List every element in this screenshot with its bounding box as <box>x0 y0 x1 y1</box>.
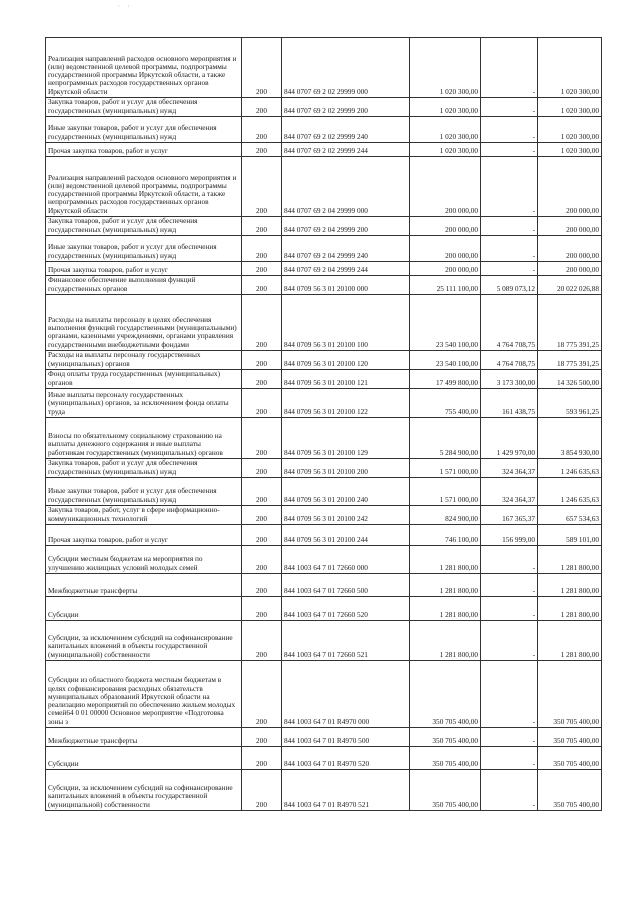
row-name: Закупка товаров, работ и услуг для обеспечения государственных (муниципальных) нужд <box>46 98 242 117</box>
table-row <box>46 217 602 236</box>
row-approved: 1 281 800,00 <box>410 574 481 597</box>
table-row <box>46 276 602 295</box>
row-name: Закупка товаров, работ, услуг в сфере информационно-коммуникационных технологий <box>46 506 242 525</box>
row-executed: - <box>481 597 538 621</box>
table-row <box>46 747 602 770</box>
row-name: Иные закупки товаров, работ и услуг для обеспечения государственных (муниципальных) нужд <box>46 478 242 506</box>
table-row <box>46 236 602 262</box>
row-unexecuted: 3 854 930,00 <box>538 418 602 459</box>
row-executed: - <box>481 621 538 661</box>
row-unexecuted: 657 534,63 <box>538 506 602 525</box>
table-row <box>46 770 602 811</box>
row-unexecuted: 1 281 800,00 <box>538 621 602 661</box>
row-budget-code: 844 0707 69 2 04 29999 240 <box>282 236 410 262</box>
row-name: Фонд оплаты труда государственных (муниципальных) органов <box>46 370 242 389</box>
row-executed: 156 999,00 <box>481 525 538 546</box>
row-executed: 4 764 708,75 <box>481 295 538 351</box>
row-name: Взносы по обязательному социальному страхованию на выплаты денежного содержания и иные выплаты работникам государственных (муниципальных) органов <box>46 418 242 459</box>
row-unexecuted: 1 020 300,00 <box>538 38 602 98</box>
row-name: Расходы на выплаты персоналу в целях обеспечения выполнения функций государственными (муниципальными) органами, казенными учреждениями, органами управления государственными внебюджетными фондами <box>46 295 242 351</box>
row-unexecuted: 18 775 391,25 <box>538 295 602 351</box>
row-line-code: 200 <box>242 459 282 478</box>
row-budget-code: 844 1003 64 7 01 72660 520 <box>282 597 410 621</box>
row-budget-code: 844 0707 69 2 02 29999 200 <box>282 98 410 117</box>
row-name: Субсидии местным бюджетам на мероприятия по улучшению жилищных условий молодых семей <box>46 546 242 574</box>
row-line-code: 200 <box>242 143 282 157</box>
row-line-code: 200 <box>242 236 282 262</box>
row-budget-code: 844 0709 56 3 01 20100 120 <box>282 351 410 370</box>
row-budget-code: 844 0707 69 2 02 29999 240 <box>282 117 410 143</box>
row-executed: 1 429 970,00 <box>481 418 538 459</box>
row-name: Прочая закупка товаров, работ и услуг <box>46 525 242 546</box>
row-name: Реализация направлений расходов основного мероприятия и (или) ведомственной целевой программы, подпрограммы государственной программы Иркутской области, а также непрограммных расходов государственных органов Иркутской области <box>46 38 242 98</box>
table-row <box>46 546 602 574</box>
row-name: Межбюджетные трансферты <box>46 574 242 597</box>
row-line-code: 200 <box>242 351 282 370</box>
row-budget-code: 844 1003 64 7 01 R4970 000 <box>282 661 410 728</box>
row-line-code: 200 <box>242 276 282 295</box>
row-budget-code: 844 0709 56 3 01 20100 100 <box>282 295 410 351</box>
row-name: Субсидии <box>46 597 242 621</box>
row-approved: 23 540 100,00 <box>410 351 481 370</box>
row-approved: 824 900,00 <box>410 506 481 525</box>
row-line-code: 200 <box>242 370 282 389</box>
row-line-code: 200 <box>242 770 282 811</box>
row-line-code: 200 <box>242 262 282 276</box>
row-executed: 3 173 300,00 <box>481 370 538 389</box>
row-name: Иные выплаты персоналу государственных (муниципальных) органов, за исключением фонда оплаты труда <box>46 389 242 418</box>
row-executed: - <box>481 546 538 574</box>
row-name: Прочая закупка товаров, работ и услуг <box>46 143 242 157</box>
row-name: Финансовое обеспечение выполнения функций государственных органов <box>46 276 242 295</box>
row-unexecuted: 1 246 635,63 <box>538 478 602 506</box>
row-executed: - <box>481 217 538 236</box>
row-budget-code: 844 1003 64 7 01 72660 000 <box>282 546 410 574</box>
row-line-code: 200 <box>242 661 282 728</box>
row-approved: 1 020 300,00 <box>410 117 481 143</box>
header-mark: · · <box>118 4 133 10</box>
row-executed: - <box>481 747 538 770</box>
row-unexecuted: 350 705 400,00 <box>538 747 602 770</box>
row-unexecuted: 18 775 391,25 <box>538 351 602 370</box>
table-row <box>46 117 602 143</box>
row-approved: 200 000,00 <box>410 262 481 276</box>
row-unexecuted: 1 020 300,00 <box>538 117 602 143</box>
row-approved: 350 705 400,00 <box>410 661 481 728</box>
row-approved: 23 540 100,00 <box>410 295 481 351</box>
row-unexecuted: 1 281 800,00 <box>538 574 602 597</box>
row-unexecuted: 20 022 026,88 <box>538 276 602 295</box>
row-name: Закупка товаров, работ и услуг для обеспечения государственных (муниципальных) нужд <box>46 459 242 478</box>
table-row <box>46 157 602 217</box>
row-line-code: 200 <box>242 478 282 506</box>
table-row <box>46 459 602 478</box>
row-approved: 200 000,00 <box>410 217 481 236</box>
row-executed: - <box>481 117 538 143</box>
row-executed: - <box>481 728 538 747</box>
row-budget-code: 844 1003 64 7 01 R4970 521 <box>282 770 410 811</box>
row-unexecuted: 350 705 400,00 <box>538 770 602 811</box>
row-unexecuted: 200 000,00 <box>538 157 602 217</box>
row-budget-code: 844 0709 56 3 01 20100 121 <box>282 370 410 389</box>
row-name: Реализация направлений расходов основного мероприятия и (или) ведомственной целевой программы, подпрограммы государственной программы Иркутской области, а также непрограммных расходов государственных органов Иркутской области <box>46 157 242 217</box>
row-budget-code: 844 0707 69 2 02 29999 244 <box>282 143 410 157</box>
row-name: Межбюджетные трансферты <box>46 728 242 747</box>
row-executed: 324 364,37 <box>481 478 538 506</box>
row-line-code: 200 <box>242 98 282 117</box>
row-approved: 17 499 800,00 <box>410 370 481 389</box>
row-approved: 1 281 800,00 <box>410 621 481 661</box>
row-name: Субсидии, за исключением субсидий на софинансирование капитальных вложений в объекты государственной (муниципальной) собственности <box>46 621 242 661</box>
row-line-code: 200 <box>242 506 282 525</box>
row-budget-code: 844 1003 64 7 01 72660 521 <box>282 621 410 661</box>
table-row <box>46 661 602 728</box>
row-approved: 1 571 000,00 <box>410 459 481 478</box>
row-budget-code: 844 0709 56 3 01 20100 000 <box>282 276 410 295</box>
row-executed: - <box>481 236 538 262</box>
budget-table <box>45 37 602 811</box>
row-unexecuted: 200 000,00 <box>538 217 602 236</box>
row-approved: 200 000,00 <box>410 157 481 217</box>
row-executed: - <box>481 98 538 117</box>
row-budget-code: 844 0709 56 3 01 20100 200 <box>282 459 410 478</box>
row-budget-code: 844 0709 56 3 01 20100 240 <box>282 478 410 506</box>
row-executed: - <box>481 143 538 157</box>
row-unexecuted: 593 961,25 <box>538 389 602 418</box>
row-name: Субсидии, за исключением субсидий на софинансирование капитальных вложений в объекты государственной (муниципальной) собственности <box>46 770 242 811</box>
row-unexecuted: 200 000,00 <box>538 262 602 276</box>
row-approved: 1 020 300,00 <box>410 98 481 117</box>
row-approved: 1 020 300,00 <box>410 38 481 98</box>
row-line-code: 200 <box>242 621 282 661</box>
row-budget-code: 844 0709 56 3 01 20100 122 <box>282 389 410 418</box>
row-unexecuted: 1 246 635,63 <box>538 459 602 478</box>
row-approved: 1 281 800,00 <box>410 597 481 621</box>
row-line-code: 200 <box>242 546 282 574</box>
row-budget-code: 844 0707 69 2 04 29999 244 <box>282 262 410 276</box>
table-row <box>46 98 602 117</box>
row-executed: - <box>481 574 538 597</box>
row-name: Субсидии <box>46 747 242 770</box>
table-row <box>46 389 602 418</box>
row-unexecuted: 350 705 400,00 <box>538 661 602 728</box>
row-approved: 1 571 000,00 <box>410 478 481 506</box>
row-budget-code: 844 0709 56 3 01 20100 242 <box>282 506 410 525</box>
row-executed: 4 764 708,75 <box>481 351 538 370</box>
row-executed: 167 365,37 <box>481 506 538 525</box>
row-executed: - <box>481 770 538 811</box>
row-line-code: 200 <box>242 38 282 98</box>
row-name: Иные закупки товаров, работ и услуг для обеспечения государственных (муниципальных) нужд <box>46 236 242 262</box>
row-approved: 350 705 400,00 <box>410 747 481 770</box>
table-row <box>46 574 602 597</box>
row-approved: 755 400,00 <box>410 389 481 418</box>
row-budget-code: 844 0709 56 3 01 20100 244 <box>282 525 410 546</box>
table-row <box>46 506 602 525</box>
table-row <box>46 38 602 98</box>
row-name: Прочая закупка товаров, работ и услуг <box>46 262 242 276</box>
table-row <box>46 370 602 389</box>
row-budget-code: 844 1003 64 7 01 R4970 500 <box>282 728 410 747</box>
row-unexecuted: 589 101,00 <box>538 525 602 546</box>
row-line-code: 200 <box>242 157 282 217</box>
row-executed: 324 364,37 <box>481 459 538 478</box>
row-line-code: 200 <box>242 418 282 459</box>
table-row <box>46 525 602 546</box>
row-executed: - <box>481 38 538 98</box>
row-approved: 200 000,00 <box>410 236 481 262</box>
row-line-code: 200 <box>242 295 282 351</box>
row-approved: 25 111 100,00 <box>410 276 481 295</box>
table-row <box>46 621 602 661</box>
row-line-code: 200 <box>242 525 282 546</box>
row-executed: 161 438,75 <box>481 389 538 418</box>
row-line-code: 200 <box>242 574 282 597</box>
row-name: Иные закупки товаров, работ и услуг для обеспечения государственных (муниципальных) нужд <box>46 117 242 143</box>
row-approved: 5 284 900,00 <box>410 418 481 459</box>
row-unexecuted: 14 326 500,00 <box>538 370 602 389</box>
row-unexecuted: 1 020 300,00 <box>538 143 602 157</box>
row-line-code: 200 <box>242 747 282 770</box>
budget-table-body <box>46 38 602 811</box>
row-line-code: 200 <box>242 389 282 418</box>
table-row <box>46 262 602 276</box>
row-approved: 350 705 400,00 <box>410 728 481 747</box>
row-executed: - <box>481 661 538 728</box>
table-row <box>46 295 602 351</box>
row-line-code: 200 <box>242 728 282 747</box>
table-row <box>46 351 602 370</box>
row-budget-code: 844 0707 69 2 04 29999 200 <box>282 217 410 236</box>
row-unexecuted: 1 281 800,00 <box>538 546 602 574</box>
row-unexecuted: 1 281 800,00 <box>538 597 602 621</box>
row-executed: 5 089 073,12 <box>481 276 538 295</box>
row-unexecuted: 350 705 400,00 <box>538 728 602 747</box>
row-unexecuted: 200 000,00 <box>538 236 602 262</box>
row-line-code: 200 <box>242 217 282 236</box>
table-row <box>46 143 602 157</box>
row-line-code: 200 <box>242 597 282 621</box>
row-approved: 1 281 800,00 <box>410 546 481 574</box>
row-line-code: 200 <box>242 117 282 143</box>
table-row <box>46 728 602 747</box>
row-name: Закупка товаров, работ и услуг для обеспечения государственных (муниципальных) нужд <box>46 217 242 236</box>
table-row <box>46 418 602 459</box>
row-approved: 350 705 400,00 <box>410 770 481 811</box>
row-budget-code: 844 0707 69 2 02 29999 000 <box>282 38 410 98</box>
row-unexecuted: 1 020 300,00 <box>538 98 602 117</box>
row-approved: 746 100,00 <box>410 525 481 546</box>
table-row <box>46 478 602 506</box>
row-budget-code: 844 1003 64 7 01 72660 500 <box>282 574 410 597</box>
row-executed: - <box>481 262 538 276</box>
row-name: Расходы на выплаты персоналу государственных (муниципальных) органов <box>46 351 242 370</box>
table-row <box>46 597 602 621</box>
row-name: Субсидии из областного бюджета местным бюджетам в целях софинансирования расходных обязательств муниципальных образований Иркутской области на реализацию мероприятий по обеспечению жильем молодых семей64 0 01 00000 Основное мероприятие «Подготовка зоны з <box>46 661 242 728</box>
row-executed: - <box>481 157 538 217</box>
row-budget-code: 844 1003 64 7 01 R4970 520 <box>282 747 410 770</box>
row-budget-code: 844 0707 69 2 04 29999 000 <box>282 157 410 217</box>
row-budget-code: 844 0709 56 3 01 20100 129 <box>282 418 410 459</box>
row-approved: 1 020 300,00 <box>410 143 481 157</box>
